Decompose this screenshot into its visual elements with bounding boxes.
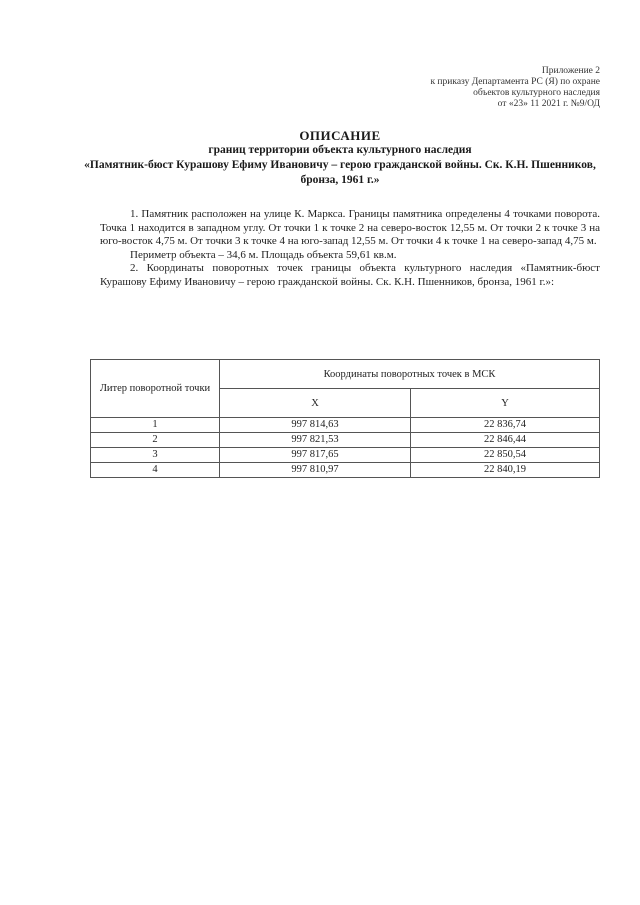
header-y: Y (411, 389, 600, 418)
cell-x: 997 821,53 (220, 433, 411, 448)
cell-point: 3 (91, 448, 220, 463)
cell-x: 997 817,65 (220, 448, 411, 463)
table-row (91, 433, 600, 448)
cell-point: 1 (91, 418, 220, 433)
cell-point: 2 (91, 433, 220, 448)
cell-y: 22 836,74 (411, 418, 600, 433)
document-subtitle: границ территории объекта культурного наследия (208, 144, 472, 156)
document-title: ОПИСАНИЕ (299, 128, 381, 143)
table-row (91, 418, 600, 433)
header-liter: Литер поворотной точки (91, 360, 220, 418)
paragraph-perimeter: Периметр объекта – 34,6 м. Площадь объекта 59,61 кв.м. (130, 248, 397, 261)
document-heading (70, 128, 610, 188)
cell-point: 4 (91, 463, 220, 478)
header-coordinates: Координаты поворотных точек в МСК (220, 360, 600, 389)
table-row (91, 463, 600, 478)
coordinates-table (90, 359, 600, 478)
table-row (91, 448, 600, 463)
document-body (100, 208, 600, 289)
paragraph-coordinates-intro: 2. Координаты поворотных точек границы объекта культурного наследия «Памятник-бюст Курашову Ефиму Ивановичу – герою гражданской войны. Ск. К.Н. Пшенников, бронза, 1961 г.»: (100, 262, 600, 288)
appendix-line: Приложение 2 (541, 66, 600, 76)
cell-y: 22 840,19 (411, 463, 600, 478)
appendix-line: объектов культурного наследия (473, 88, 600, 98)
cell-x: 997 810,97 (220, 463, 411, 478)
paragraph-location: 1. Памятник расположен на улице К. Маркса. Границы памятника определены 4 точками поворота. Точка 1 находится в западном углу. От точки 1 к точке 2 на северо-восток 12,55 м. От точки 2 к точке 3 на юго-восток 4,75 м. От точки 3 к точке 4 на юго-запад 12,55 м. От точки 4 к точке 1 на северо-запад 4,75 м. (100, 208, 600, 247)
cell-y: 22 850,54 (411, 448, 600, 463)
header-x: X (220, 389, 411, 418)
appendix-header (340, 66, 600, 110)
appendix-line: к приказу Департамента РС (Я) по охране (430, 77, 600, 87)
object-name: «Памятник-бюст Курашову Ефиму Ивановичу – герою гражданской войны. Ск. К.Н. Пшенников, бронза, 1961 г.» (84, 159, 596, 186)
cell-y: 22 846,44 (411, 433, 600, 448)
cell-x: 997 814,63 (220, 418, 411, 433)
appendix-line: от «23» 11 2021 г. №9/ОД (497, 99, 600, 109)
